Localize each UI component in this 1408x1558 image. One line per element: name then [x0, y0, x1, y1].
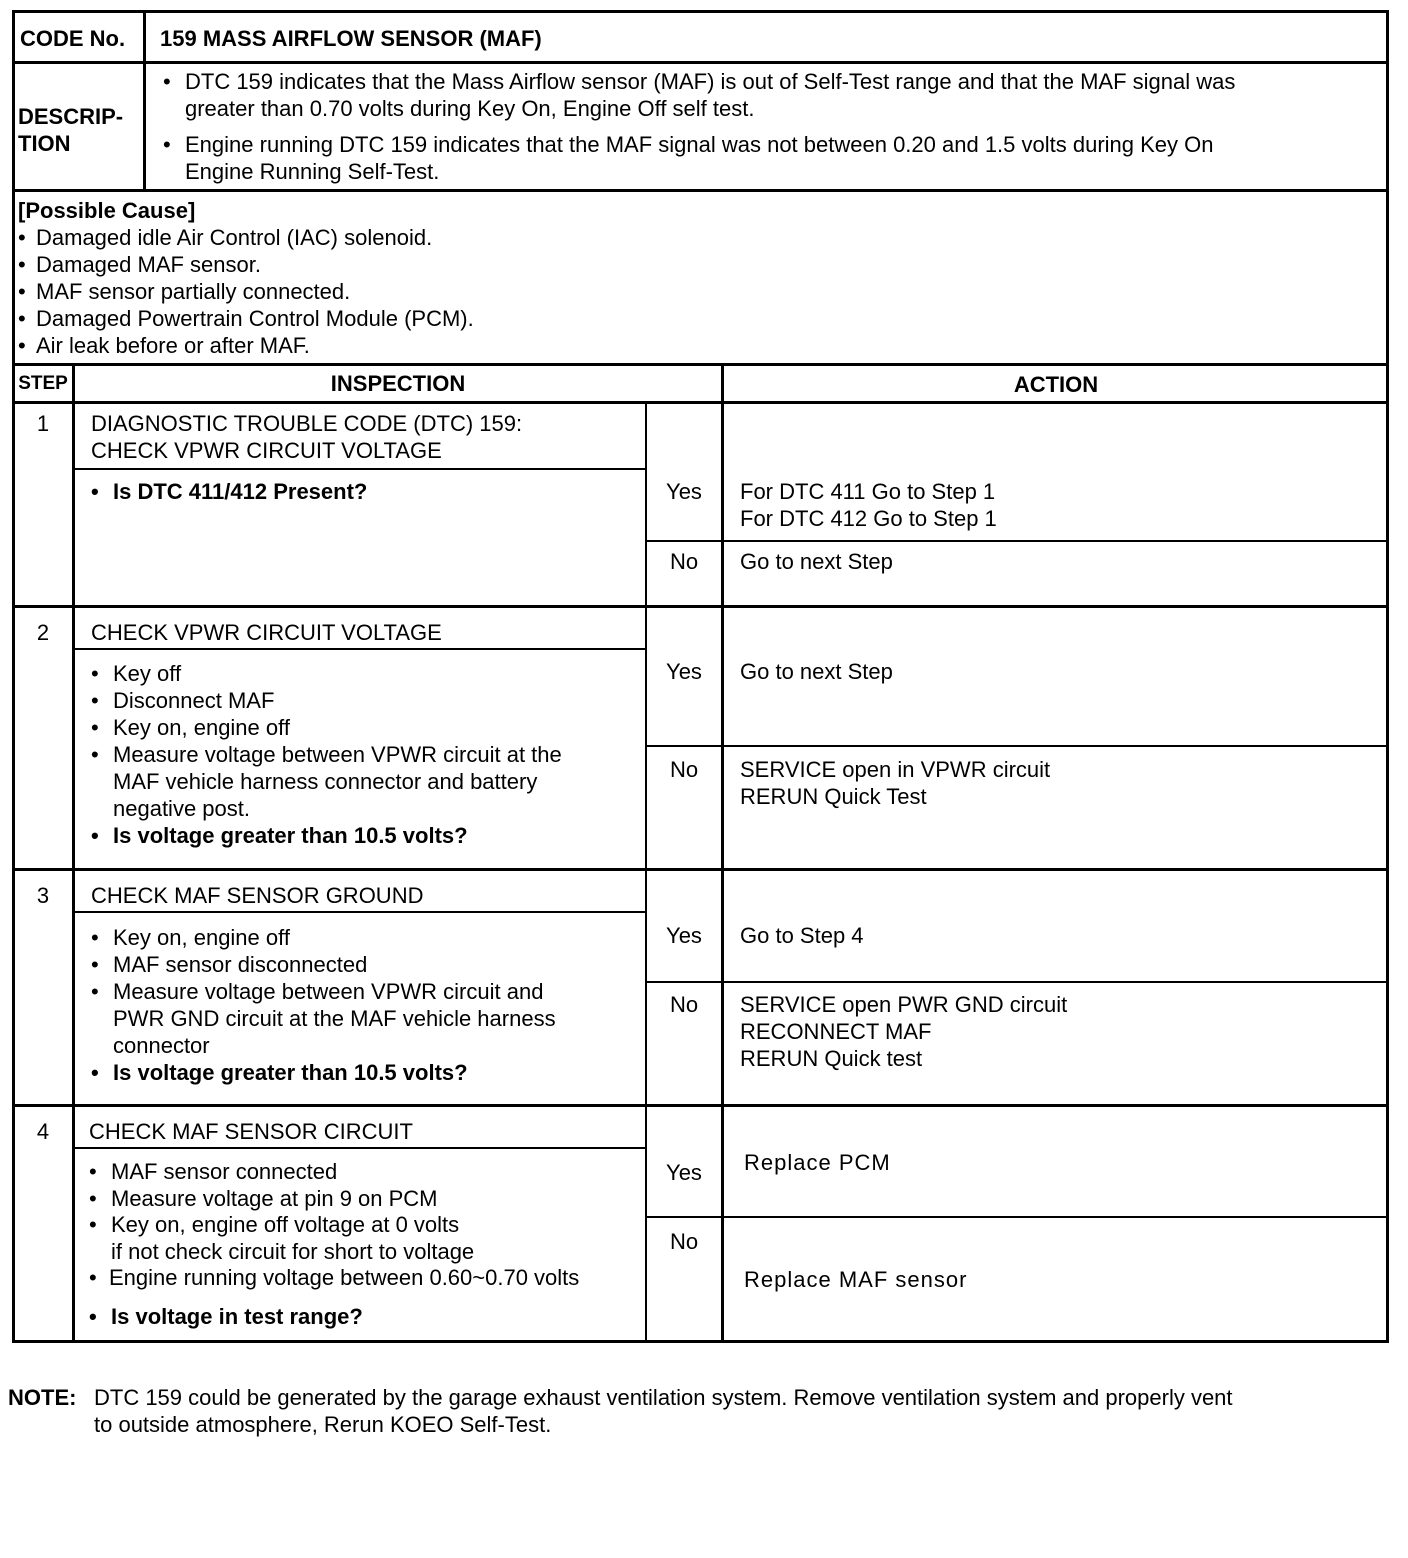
step3-yes-label: Yes: [666, 923, 702, 948]
code-label: CODE No.: [20, 26, 126, 51]
note-label: NOTE:: [8, 1385, 77, 1410]
step1-yes-label: Yes: [666, 479, 702, 504]
step2-no-action: SERVICE open in VPWR circuit RERUN Quick Test: [740, 757, 1051, 809]
step1-title: DIAGNOSTIC TROUBLE CODE (DTC) 159: CHECK VPWR CIRCUIT VOLTAGE: [91, 411, 523, 463]
step1-number: 1: [36, 411, 50, 436]
cause-item: • Air leak before or after MAF.: [18, 333, 310, 358]
step4-title: CHECK MAF SENSOR CIRCUIT: [89, 1119, 413, 1144]
step1-yes-action: For DTC 411 Go to Step 1 For DTC 412 Go to Step 1: [740, 479, 997, 531]
step3-bullets: • Key on, engine off • MAF sensor disconnected • Measure voltage between VPWR circuit and PWR GND circuit at the MAF vehicle harness connector • Is voltage greater than 10.5 volts?: [91, 925, 556, 1085]
description-bullet-2: • Engine running DTC 159 indicates that the MAF signal was not between 0.20 and 1.5 volts during Key On Engine Running Self-Test.: [163, 132, 1214, 184]
cause-item: • Damaged MAF sensor.: [18, 252, 261, 277]
step-col-divider: [72, 363, 75, 1343]
step2-title-underline: [72, 648, 646, 650]
header-inspection: INSPECTION: [330, 371, 466, 396]
step2-yes-action: Go to next Step: [740, 659, 893, 684]
cause-row-bottom: [12, 363, 1389, 366]
cause-item: • MAF sensor partially connected.: [18, 279, 351, 304]
step1-yes-no-divider: [645, 540, 1389, 542]
code-title: 159 MASS AIRFLOW SENSOR (MAF): [160, 26, 542, 51]
step3-bottom: [12, 1104, 1389, 1107]
step3-yes-action: Go to Step 4: [740, 923, 864, 948]
header-step: STEP: [18, 373, 68, 394]
cause-item: • Damaged idle Air Control (IAC) solenoid.: [18, 225, 433, 250]
code-divider: [143, 10, 146, 190]
step4-bullets: • MAF sensor connected • Measure voltage at pin 9 on PCM • Key on, engine off voltage at 0 volts if not check circuit for short to voltage • Engine running voltage between 0.60~0.70 volts • Is voltage in test range?: [89, 1159, 580, 1329]
code-row-bottom: [12, 61, 1389, 64]
step4-yes-label: Yes: [666, 1160, 702, 1185]
possible-cause-heading: [Possible Cause]: [18, 198, 196, 223]
step4-yes-action: Replace PCM: [744, 1150, 891, 1175]
description-bullet-1: • DTC 159 indicates that the Mass Airflow sensor (MAF) is out of Self-Test range and that the MAF signal was greater than 0.70 volts during Key On, Engine Off self test.: [163, 69, 1236, 121]
step4-number: 4: [36, 1119, 50, 1144]
step1-no-action: Go to next Step: [740, 549, 893, 574]
step2-bullets: • Key off • Disconnect MAF • Key on, engine off • Measure voltage between VPWR circuit at the MAF vehicle harness connector and battery negative post. • Is voltage greater than 10.5 volts?: [91, 661, 562, 848]
step4-title-underline: [72, 1147, 646, 1149]
step1-no-label: No: [669, 549, 699, 574]
step4-no-action: Replace MAF sensor: [744, 1267, 968, 1292]
header-row-bottom: [12, 401, 1389, 404]
step3-yes-no-divider: [645, 981, 1389, 983]
step3-number: 3: [36, 883, 50, 908]
step2-bottom: [12, 868, 1389, 871]
action-col-divider: [721, 363, 724, 1343]
step3-title-underline: [72, 911, 646, 913]
step3-title: CHECK MAF SENSOR GROUND: [91, 883, 424, 908]
step1-question: • Is DTC 411/412 Present?: [91, 479, 368, 504]
possible-cause-section: [18, 197, 474, 359]
step2-yes-label: Yes: [666, 659, 702, 684]
header-action: ACTION: [1013, 372, 1099, 397]
step2-no-label: No: [669, 757, 699, 782]
cause-item: • Damaged Powertrain Control Module (PCM).: [18, 306, 474, 331]
step1-bottom: [12, 605, 1389, 608]
step2-title: CHECK VPWR CIRCUIT VOLTAGE: [91, 620, 442, 645]
yesno-col-divider: [645, 401, 647, 1343]
step2-number: 2: [36, 620, 50, 645]
step2-yes-no-divider: [645, 745, 1389, 747]
description-row-bottom: [12, 189, 1389, 192]
step4-yes-no-divider: [645, 1216, 1389, 1218]
description-label: DESCRIP- TION: [18, 104, 124, 156]
step1-title-underline: [72, 468, 646, 470]
note-text: DTC 159 could be generated by the garage exhaust ventilation system. Remove ventilation system and properly vent to outside atmosphere, Rerun KOEO Self-Test.: [94, 1385, 1233, 1437]
step3-no-label: No: [669, 992, 699, 1017]
step4-no-label: No: [669, 1229, 699, 1254]
step3-no-action: SERVICE open PWR GND circuit RECONNECT MAF RERUN Quick test: [740, 992, 1068, 1071]
